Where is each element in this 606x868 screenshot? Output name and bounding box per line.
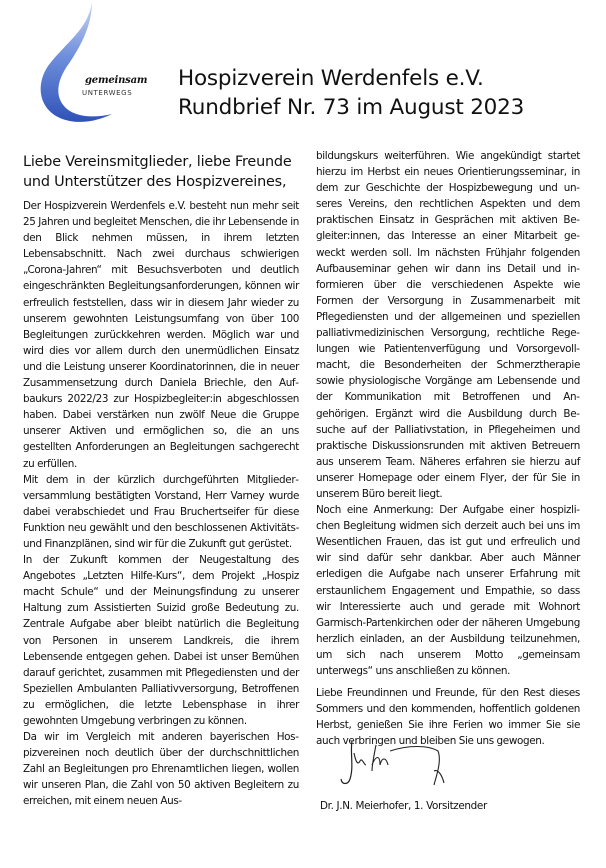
newsletter-title <box>178 64 524 122</box>
blue-drop-swoosh-icon <box>30 0 133 130</box>
logo-caps-text: UNTERWEGS <box>82 89 133 97</box>
letter-paragraph: bildungskurs weiterführen. Wie angekündigt startet hierzu im Herbst ein neues Orientierungsseminar, in dem zur Geschichte der Hospizbewegung und unseres Vereins, den rechtlichen Aspekten und dem praktischen Einsatz in Gesprächen mit aktiven Begleiter:innen, das Interesse an einer Mitarbeit geweckt werden soll. Im nächsten Frühjahr folgenden Aufbauseminar gehen wir dann ins Detail und informieren über die verschiedenen Aspekte wie Formen der Versorgung in Zusammenarbeit mit Pflegediensten und der allgemeinen und speziellen palliativmedizinischen Versorgung, rechtliche Regelungen wie Patientenverfügung und Vorsorgevollmacht, die Besonderheiten der Schmerztherapie sowie physiologische Vorgänge am Lebensende und der Kommunikation mit Betroffenen und Angehörigen. Ergänzt wird die Ausbildung durch Besuche auf der Palliativstation, in Pflegeheimen und praktische Diskussionsrunden mit aktiven Betreuern aus unserem Team. Näheres erfahren sie hierzu auf unserer Homepage oder einem Flyer, der für Sie in unserem Büro bereit liegt. <box>316 150 580 500</box>
letter-paragraph: In der Zukunft kommen der Neugestaltung des Angebotes „Letzten Hilfe-Kurs“, dem Projekt „Hospiz macht Schule“ und der Meinungsfindung zu unserer Haltung zum Assistierten Suizid große Bedeutung zu. Zentrale Aufgabe aber bleibt natürlich die Begleitung von Personen in unserem Landkreis, die ihrem Lebensende entgegen gehen. Dabei ist unser Bemühen darauf gerichtet, zusammen mit Pflegediensten und der Speziellen Ambulanten Palliativversorgung, Betroffenen zu ermöglichen, die letzte Lebensphase in ihrer gewohnten Umgebung verbringen zu können. <box>23 554 299 727</box>
signer-name: Dr. J.N. Meierhofer, 1. Vorsitzender <box>320 800 487 812</box>
letter-column-left <box>23 198 299 810</box>
handwritten-signature <box>338 735 458 794</box>
hospizverein-logo <box>30 0 148 130</box>
letter-paragraph: Der Hospizverein Werdenfels e.V. besteht nun mehr seit 25 Jahren und begleitet Menschen, die ihr Lebensende in den Blick nehmen müssen, in ihrem letzten Lebensabschnitt. Nach zwei durchaus schwierigen „Corona-Jahren“ mit Besuchsverboten und deutlich eingeschränkten Begleitungsanforderungen, können wir erfreulich feststellen, dass wir in diesem Jahr wieder zu unserem gewohnten Leistungsumfang von über 100 Begleitungen zurückkehren werden. Möglich war und wird dies vor allem durch den unermüdlichen Einsatz und die Leistung unserer Koordinatorinnen, die in neuer Zusammensetzung durch Daniela Briechle, den Aufbaukurs 2022/23 zur Hospizbegleiter:in abgeschlossen haben. Dabei verstärken nun zwölf Neue die Gruppe unserer Aktiven und ermöglichen so, die an uns gestellten Anforderungen an Begleitungen sachgerecht zu erfüllen. <box>23 200 299 470</box>
letter-paragraph: Da wir im Vergleich mit anderen bayerischen Hospizvereinen noch deutlich über der durchschnittlichen Zahl an Begleitungen pro Ehrenamtlichen liegen, wollen wir unseren Plan, die Zahl von 50 aktiven Begleitern zu erreichen, mit einem neuen Aus- <box>23 731 299 808</box>
title-line-issue: Rundbrief Nr. 73 im August 2023 <box>178 95 525 120</box>
letter-closing-paragraph: Liebe Freundinnen und Freunde, für den Rest dieses Sommers und den kommenden, hoffentlich goldenen Herbst, genießen Sie ihre Ferien wo immer Sie sie auch verbringen und bleiben Sie uns gewogen. <box>316 687 580 748</box>
title-line-organization: Hospizverein Werdenfels e.V. <box>178 66 484 91</box>
letter-column-right <box>316 148 580 749</box>
letter-paragraph: Mit dem in der kürzlich durchgeführten Mitgliederversammlung bestätigten Vorstand, Herr Varney wurde dabei verabschiedet und Frau Bruchertseifer für diese Funktion neu gewählt und den beschlossenen Aktivitäts- und Finanzplänen, sind wir für die Zukunft gut gerüstet. <box>23 473 299 550</box>
letter-paragraph: Noch eine Anmerkung: Der Aufgabe einer hospizlichen Begleitung widmen sich derzeit auch bei uns im Wesentlichen Frauen, das ist gut und erfreulich und wir sind dafür sehr dankbar. Aber auch Männer erledigen die Aufgabe nach unserer Erfahrung mit erstaunlichem Engagement und Empathie, so dass wir Interessierte auch und gerade mit Wohnort Garmisch-Partenkirchen oder der näheren Umgebung herzlich einladen, an der Ausbildung teilzunehmen, um sich nach unserem Motto „gemeinsam unterwegs“ uns anschließen zu können. <box>316 504 580 677</box>
signature-icon <box>338 735 458 790</box>
letter-greeting: Liebe Vereinsmitglieder, liebe Freunde und Unterstützer des Hospizvereines, <box>23 154 292 190</box>
logo-script-text: gemeinsam <box>85 75 148 86</box>
